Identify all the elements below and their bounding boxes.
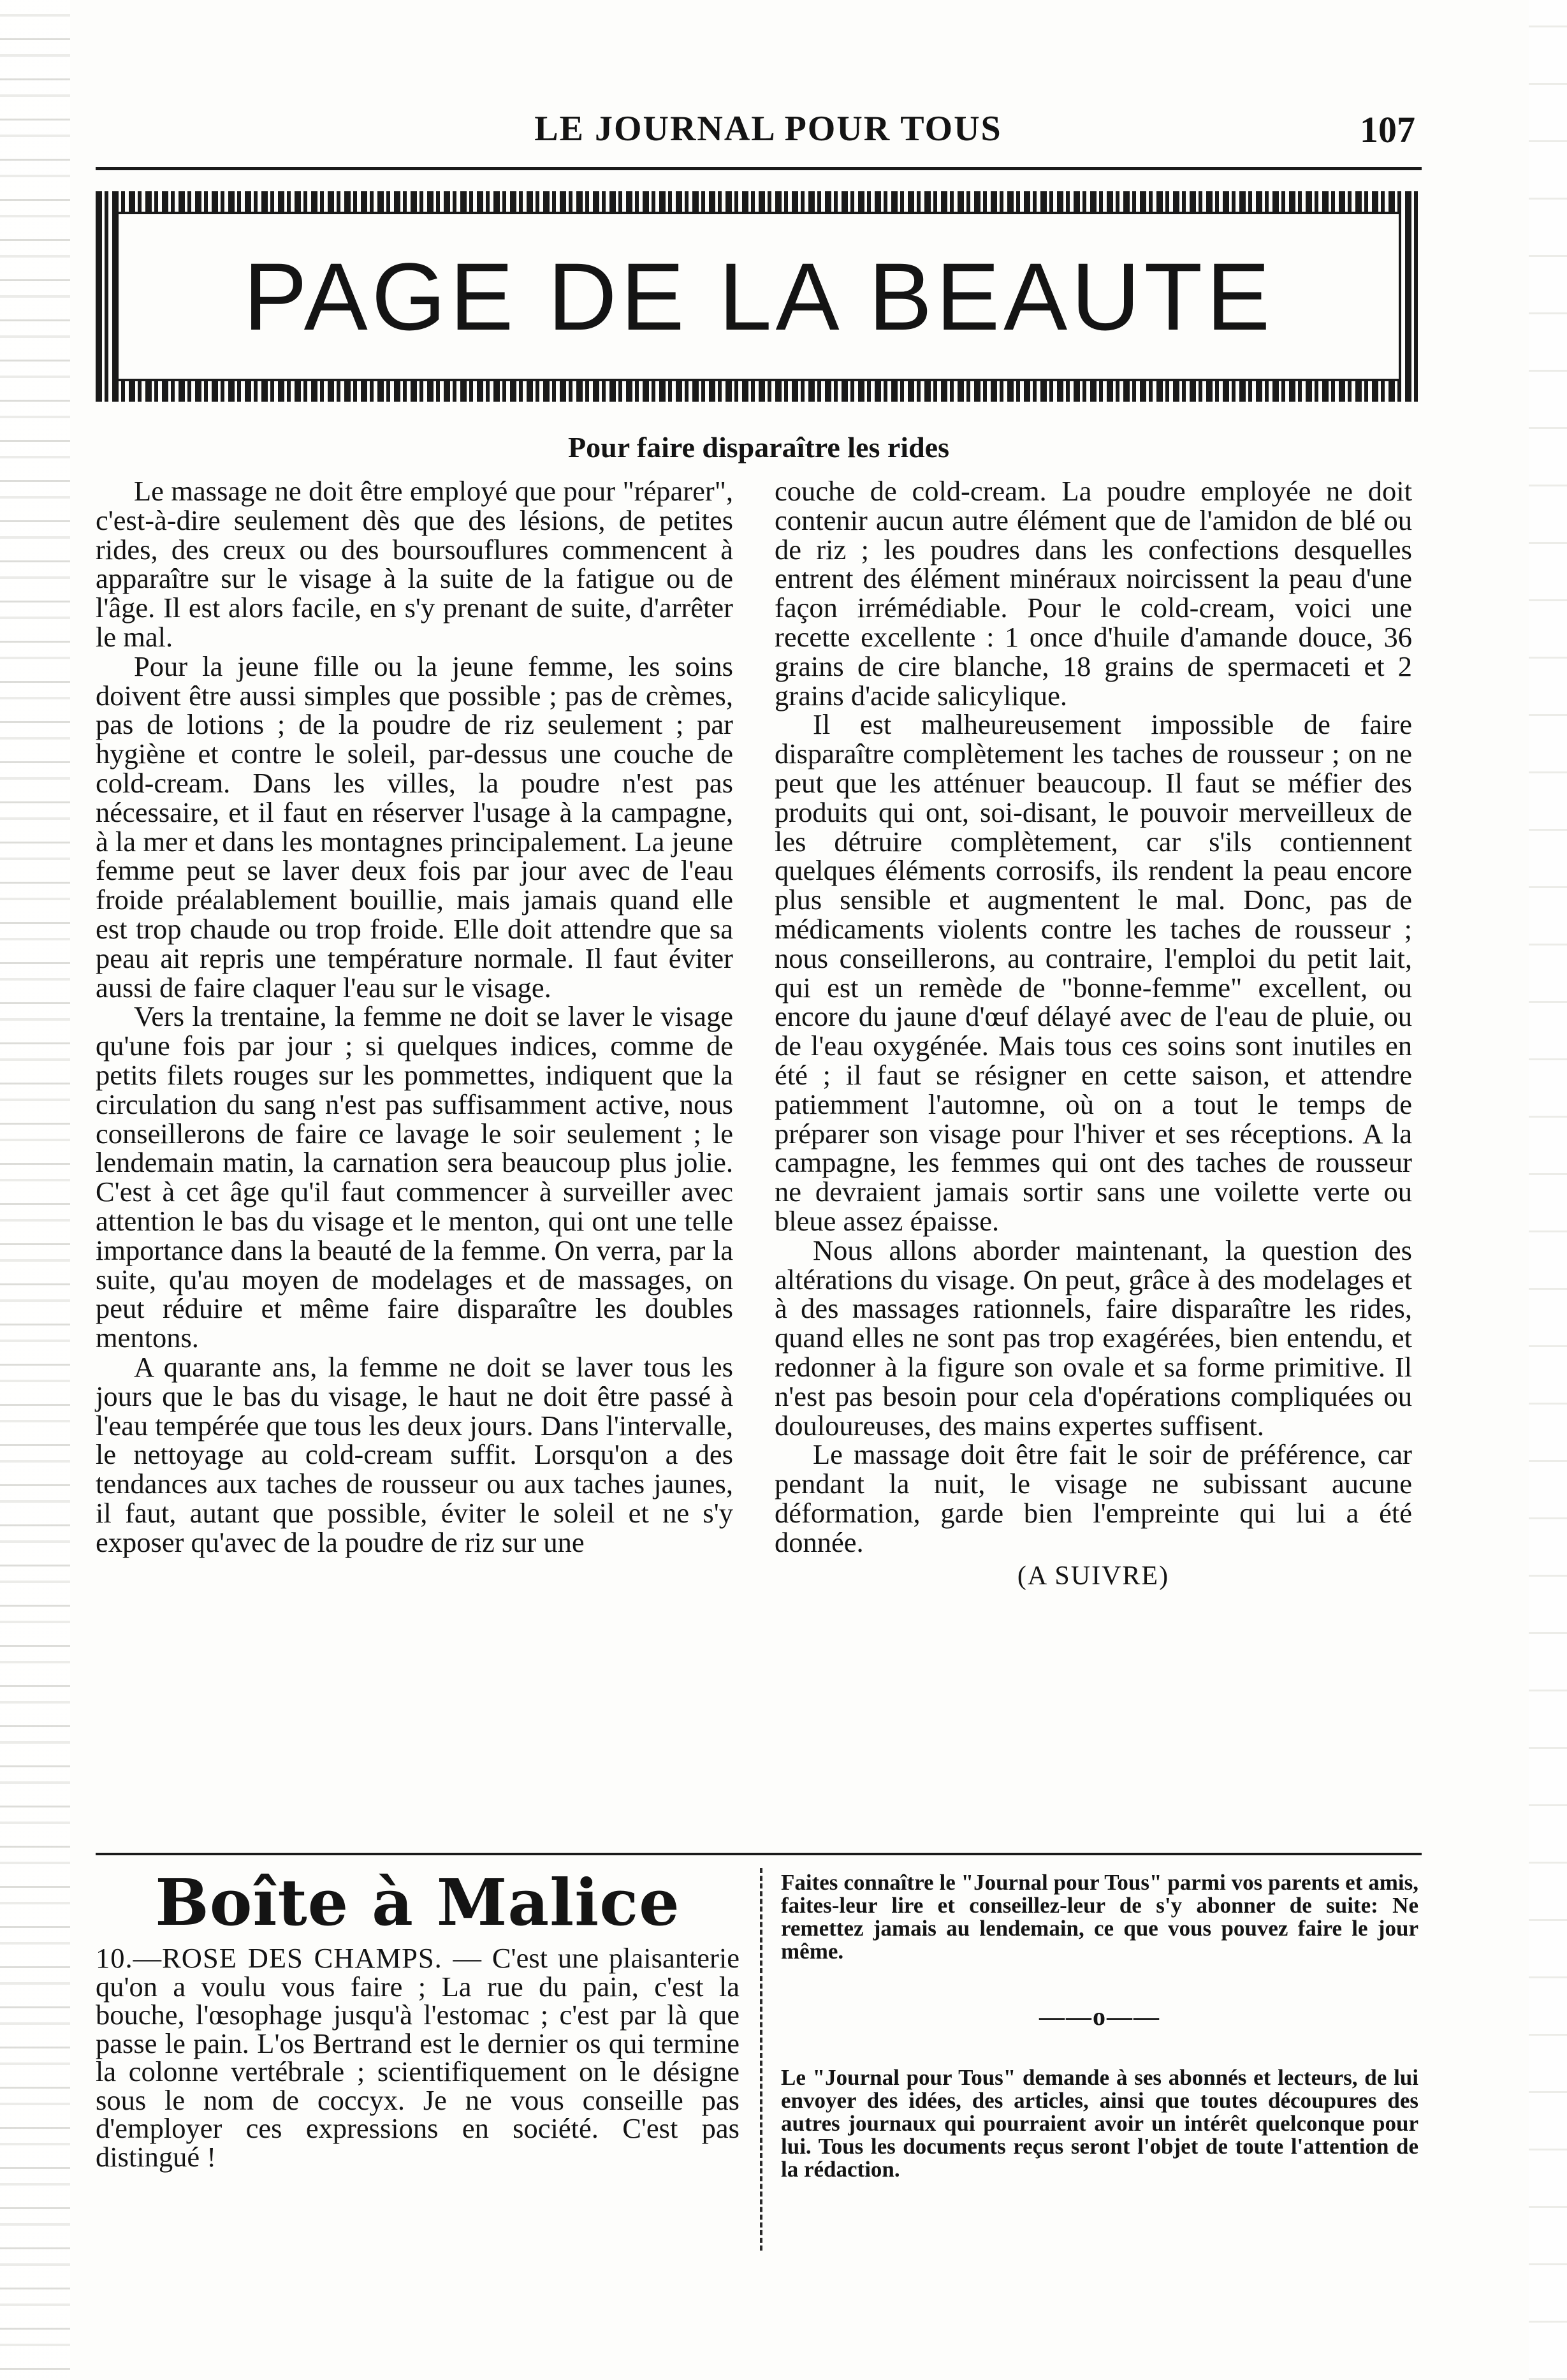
paragraph: Vers la trentaine, la femme ne doit se laver le visage qu'une fois par jour ; si quelques indices, comme de petits filets rouges sur les pommettes, indiquent que la circulation du sang n'est pas suffisamment active, nous conseillerons de faire ce lavage le soir seulement ; le lendemain matin, la carnation sera beaucoup plus jolie. C'est à cet âge qu'il faut commencer à surveiller avec attention le bas du visage et le menton, qui ont une telle importance dans la beauté de la femme. On verra, par la suite, qu'au moyen de modelages et de massages, on peut réduire et même faire disparaître les doubles mentons. — [96, 1000, 733, 1354]
paragraph: A quarante ans, la femme ne doit se laver tous les jours que le bas du visage, le haut ne doit être passé à l'eau tempérée que tous les deux jours. Dans l'intervalle, le nettoyage au cold-cream suffit. Lorsqu'on a des tendances aux taches de rousseur ou aux taches jaunes, il faut, autant que possible, éviter le soleil et ne s'y exposer qu'avec de la poudre de riz sur une — [96, 1350, 733, 1558]
notices-section — [781, 1871, 1418, 2181]
title-banner-inner — [116, 212, 1401, 381]
running-header — [121, 108, 1415, 166]
article-column-right — [775, 477, 1412, 1841]
to-be-continued: (A SUIVRE) — [1017, 1561, 1170, 1591]
paragraph: Le massage doit être fait le soir de préférence, car pendant la nuit, le visage ne subissant aucune déformation, garde bien l'empreinte qui lui a été donnée. — [775, 1438, 1412, 1558]
notice-separator: ——o—— — [1039, 2002, 1160, 2031]
header-rule — [96, 167, 1422, 170]
scan-edge-left — [0, 0, 70, 2380]
section-rule — [96, 1853, 1422, 1855]
notice-subscribe: Faites connaître le "Journal pour Tous" parmi vos parents et amis, faites-leur lire et conseillez-leur de s'y abonner de suite: Ne remettez jamais au lendemain, ce que vous pouvez faire le jour même. — [781, 1870, 1418, 1964]
title-banner — [96, 191, 1422, 402]
paragraph: Pour la jeune fille ou la jeune femme, les soins doivent être aussi simples que possible ; pas de crèmes, pas de lotions ; de la poudre de riz seulement ; par hygiène et contre le soleil, par-dessus une couche de cold-cream. Dans les villes, la poudre n'est pas nécessaire, et il faut en réserver l'usage à la campagne, à la mer et dans les montagnes principalement. La jeune femme peut se laver deux fois par jour avec de l'eau froide préalablement bouillie, mais jamais quand elle est trop chaude ou trop froide. Elle doit attendre que sa peau ait repris une température normale. Il faut éviter aussi de faire claquer l'eau sur le visage. — [96, 650, 733, 1004]
notice-contributions: Le "Journal pour Tous" demande à ses abonnés et lecteurs, de lui envoyer des idées, des articles, ainsi que toutes découpures des autres journaux qui pourraient avoir un intérêt quelconque pour lui. Tous les documents reçus seront l'objet de toute l'attention de la rédaction. — [781, 2065, 1418, 2182]
malice-title: Boîte à Malice — [155, 1865, 680, 1940]
scan-edge-right — [1529, 0, 1567, 2380]
malice-section — [96, 1865, 740, 2171]
paragraph: Le massage ne doit être employé que pour "réparer", c'est-à-dire seulement dès que des lésions, de petites rides, des creux ou des boursouflures commencent à apparaître sur le visage à la suite de la fatigue ou de l'âge. Il est alors facile, en s'y prenant de suite, d'arrêter le mal. — [96, 475, 733, 653]
paragraph: couche de cold-cream. La poudre employée ne doit contenir aucun autre élément que de l'amidon de blé ou de riz ; les poudres dans les confections desquelles entrent des élément minéraux noircissent la peau d'une façon irrémédiable. Pour le cold-cream, voici une recette excellente : 1 once d'huile d'amande douce, 36 grains de cire blanche, 18 grains de spermaceti et 2 grains d'acide salicylique. — [775, 475, 1412, 712]
malice-entry-text: C'est une plaisanterie qu'on a voulu vous faire ; La rue du pain, c'est la bouche, l'œsophage jusqu'à l'estomac ; c'est par là que passe le pain. L'os Bertrand est le dernier os qui termine la colonne vertébrale ; scientifiquement on le désigne sous le nom de coccyx. Je ne vous conseille pas d'employer ces expressions en société. C'est pas distingué ! — [96, 1942, 740, 2173]
malice-entry-head: 10.—ROSE DES CHAMPS. — — [96, 1942, 483, 1974]
running-title: LE JOURNAL POUR TOUS — [534, 109, 1002, 149]
column-divider — [760, 1868, 762, 2251]
article-title: Pour faire disparaître les rides — [568, 431, 949, 464]
paragraph: Nous allons aborder maintenant, la question des altérations du visage. On peut, grâce à des modelages et à des massages rationnels, faire disparaître les rides, quand elles ne sont pas trop exagérées, bien entendu, et redonner à la figure son ovale et sa forme primitive. Il n'est pas besoin pour cela d'opérations compliquées ou douloureuses, des mains expertes suffisent. — [775, 1234, 1412, 1442]
paragraph: Il est malheureusement impossible de faire disparaître complètement les taches de rousseur ; on ne peut que les atténuer beaucoup. Il faut se méfier des produits qui ont, soi-disant, le pouvoir merveilleux de les détruire complètement, car s'ils contiennent quelques éléments corrosifs, ils rendent la peau encore plus sensible et augmentent le mal. Donc, pas de médicaments violents contre les taches de rousseur ; nous conseillerons, au contraire, l'emploi du petit lait, qui est un remède de "bonne-femme" excellent, ou encore du jaune d'œuf délayé avec de l'eau de pluie, ou de l'eau oxygénée. Mais tous ces soins sont inutiles en été ; il faut se résigner en cette saison, et attendre patiemment l'automne, où on a tout le temps de préparer son visage pour l'hiver et ses réceptions. A la campagne, les femmes qui ont des taches de rousseur ne devraient jamais sortir sans une voilette verte ou bleue assez épaisse. — [775, 708, 1412, 1237]
page-number: 107 — [1360, 109, 1415, 150]
page-title: PAGE DE LA BEAUTE — [243, 242, 1274, 350]
article-column-left — [96, 477, 733, 1841]
malice-entry — [96, 1944, 740, 2171]
